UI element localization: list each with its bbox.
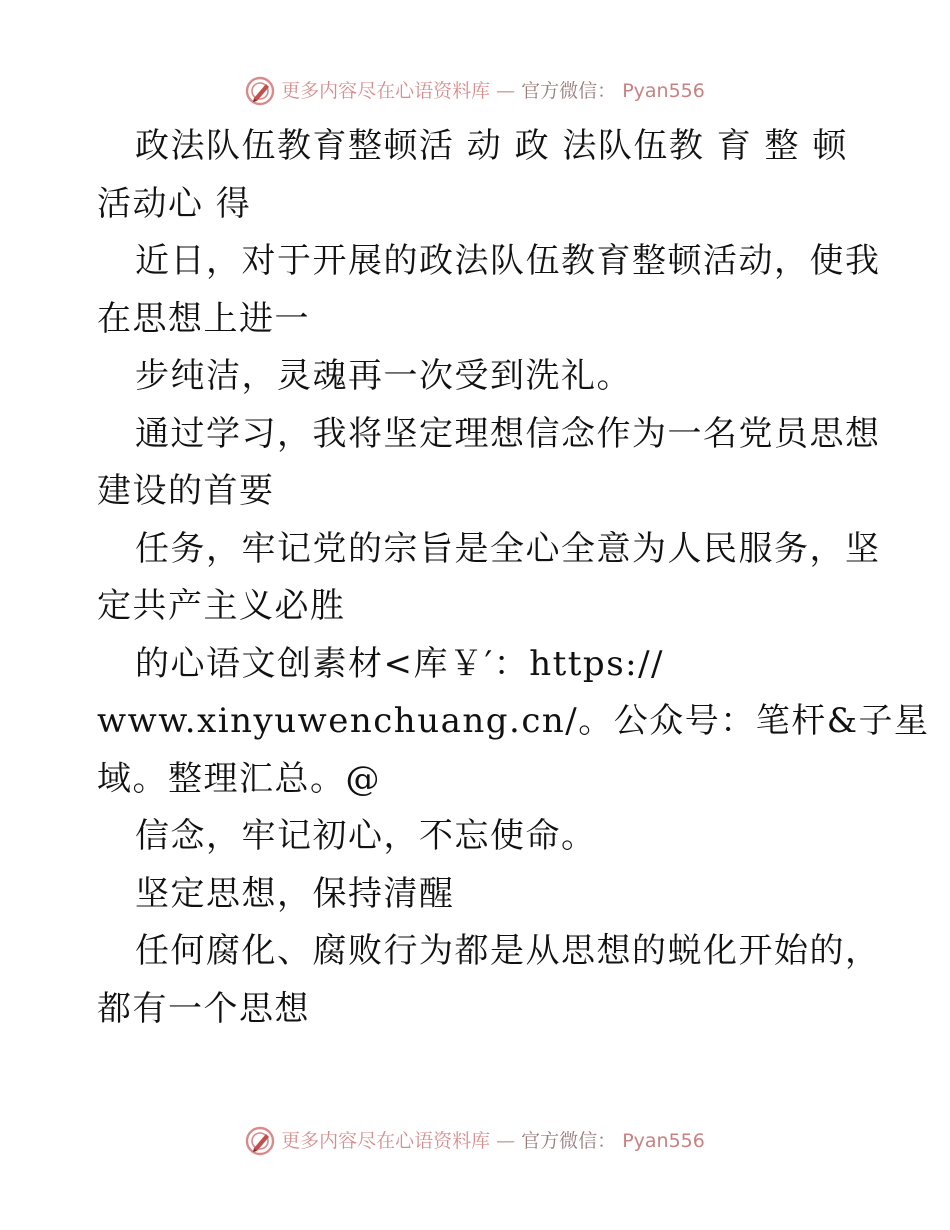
banner-wechat-id: Pyan556 <box>622 1130 705 1152</box>
banner-dash: — <box>496 80 516 102</box>
paragraph-line: 任何腐化、腐败行为都是从思想的蜕化开始的， <box>135 931 881 971</box>
paragraph-line: 政法队伍教育整顿活 动 政 法队伍教 育 整 顿 <box>135 126 848 166</box>
paragraph-line: 域。整理汇总。@ <box>97 758 381 799</box>
paragraph-line: 的心语文创素材<库￥′：https:// <box>135 643 665 684</box>
pen-logo-icon <box>245 76 275 106</box>
banner-wechat-label: 官方微信： <box>521 1130 617 1152</box>
footer-banner <box>0 1126 950 1156</box>
paragraph-line: 任务，牢记党的宗旨是全心全意为人民服务，坚 <box>135 528 881 569</box>
paragraph-line: 活动心 得 <box>97 183 252 224</box>
paragraph-line: 通过学习，我将坚定理想信念作为一名党员思想 <box>135 413 881 454</box>
paragraph-line: 近日，对于开展的政法队伍教育整顿活动，使我 <box>135 241 881 281</box>
banner-main-text: 更多内容尽在心语资料库 <box>281 80 491 102</box>
banner-wechat-label: 官方微信： <box>521 80 617 102</box>
paragraph-line: 定共产主义必胜 <box>97 586 346 626</box>
header-banner <box>0 76 950 106</box>
paragraph-line: 坚定思想，保持清醒 <box>135 873 455 914</box>
banner-wechat-id: Pyan556 <box>622 80 705 102</box>
paragraph-line: 在思想上进一 <box>97 298 310 339</box>
paragraph-line: 步纯洁，灵魂再一次受到洗礼。 <box>135 356 632 396</box>
paragraph-line: 建设的首要 <box>97 471 275 511</box>
paragraph-line-url: www.xinyuwenchuang.cn/。公众号：笔杆&子星 <box>97 701 930 741</box>
paragraph-line: 都有一个思想 <box>97 988 310 1029</box>
banner-dash: — <box>496 1130 516 1152</box>
banner-main-text: 更多内容尽在心语资料库 <box>281 1130 491 1152</box>
pen-logo-icon <box>245 1126 275 1156</box>
paragraph-line: 信念，牢记初心，不忘使命。 <box>135 816 597 856</box>
document-body <box>97 118 930 1038</box>
